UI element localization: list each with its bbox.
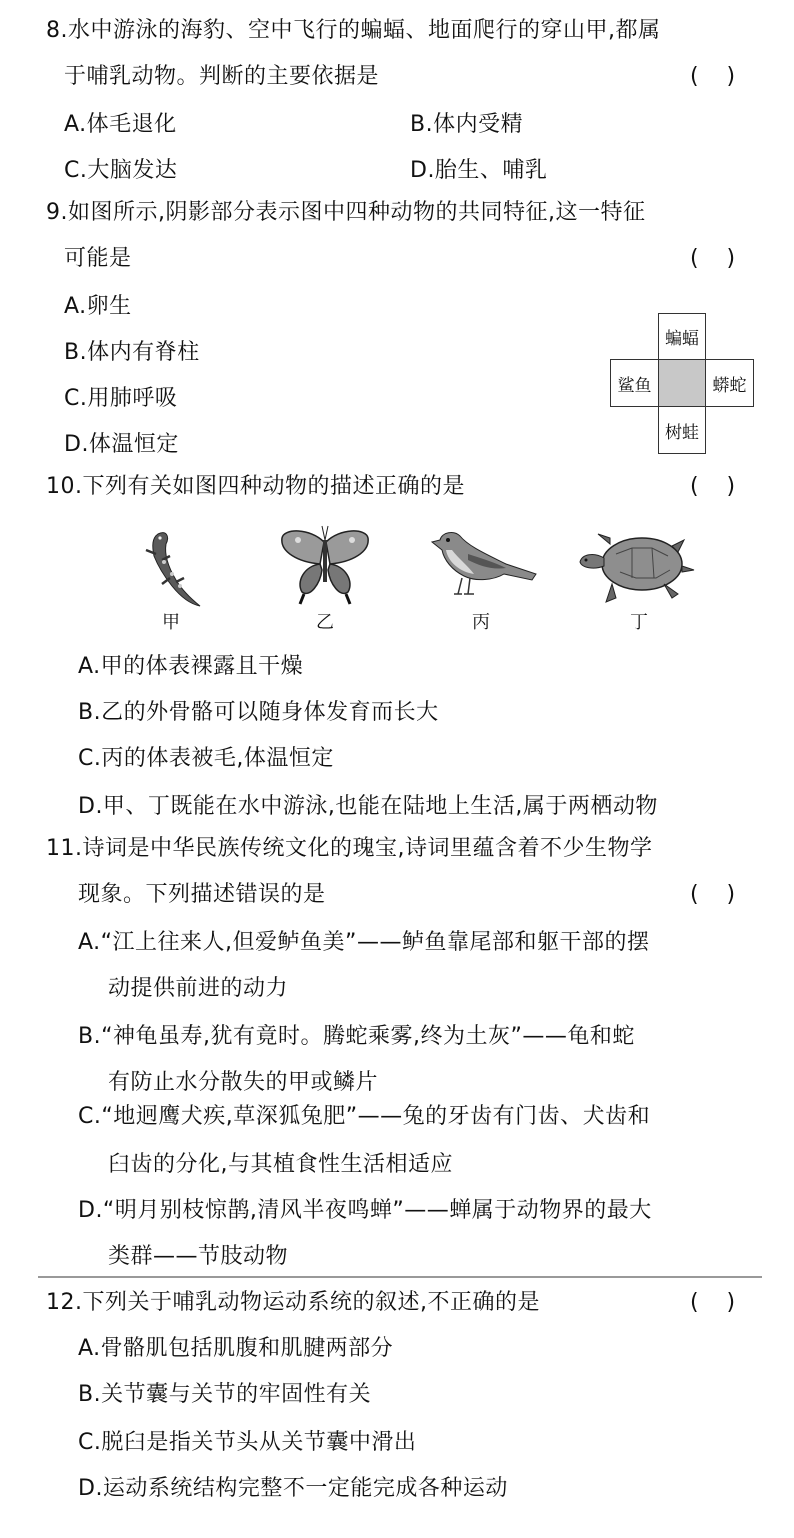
q11-stem-line2: 现象。下列描述错误的是 [78, 882, 326, 907]
q10-option-c: C.丙的体表被毛,体温恒定 [78, 746, 334, 771]
q11-option-a-line1: A.“江上往来人,但爱鲈鱼美”——鲈鱼靠尾部和躯干部的摆 [78, 930, 650, 955]
q12-option-b: B.关节囊与关节的牢固性有关 [78, 1382, 372, 1407]
q11-answer-paren[interactable]: ( ) [690, 882, 736, 907]
diagram-cell-bottom: 树蛙 [658, 406, 706, 454]
q9-option-d: D.体温恒定 [64, 432, 179, 457]
q11-option-a-line2: 动提供前进的动力 [108, 976, 289, 1001]
q10-answer-paren[interactable]: ( ) [690, 474, 736, 499]
q9-stem-line1: 9.如图所示,阴影部分表示图中四种动物的共同特征,这一特征 [46, 200, 646, 225]
diagram-cell-top: 蝙蝠 [658, 313, 706, 360]
q12-answer-paren[interactable]: ( ) [690, 1290, 736, 1315]
butterfly-image [280, 522, 370, 606]
q9-stem-line2: 可能是 [64, 246, 132, 271]
q10-stem: 10.下列有关如图四种动物的描述正确的是 [46, 474, 465, 499]
q11-option-b-line2: 有防止水分散失的甲或鳞片 [108, 1070, 379, 1095]
diagram-cell-right: 蟒蛇 [705, 359, 754, 407]
q9-answer-paren[interactable]: ( ) [690, 246, 736, 271]
q12-stem: 12.下列关于哺乳动物运动系统的叙述,不正确的是 [46, 1290, 540, 1315]
q8-stem-line2: 于哺乳动物。判断的主要依据是 [64, 64, 380, 89]
q11-option-c-line2: 臼齿的分化,与其植食性生活相适应 [108, 1152, 453, 1177]
q9-option-c: C.用肺呼吸 [64, 386, 178, 411]
q8-answer-paren[interactable]: ( ) [690, 64, 736, 89]
diagram-shaded-center [658, 359, 706, 407]
q8-option-b: B.体内受精 [410, 112, 524, 137]
q10-option-d: D.甲、丁既能在水中游泳,也能在陆地上生活,属于两栖动物 [78, 794, 658, 819]
q11-option-b-line1: B.“神龟虽寿,犹有竟时。腾蛇乘雾,终为土灰”——龟和蛇 [78, 1024, 635, 1049]
q10-option-a: A.甲的体表裸露且干燥 [78, 654, 304, 679]
animal-label-jia: 甲 [162, 612, 180, 633]
q11-option-c-line1: C.“地迥鹰犬疾,草深狐兔肥”——兔的牙齿有门齿、犬齿和 [78, 1104, 651, 1129]
q8-option-a: A.体毛退化 [64, 112, 177, 137]
q8-option-c: C.大脑发达 [64, 158, 178, 183]
sparrow-image [428, 528, 540, 602]
q11-option-d-line1: D.“明月别枝惊鹊,清风半夜鸣蝉”——蝉属于动物界的最大 [78, 1198, 652, 1223]
animal-label-ding: 丁 [630, 612, 648, 633]
q9-option-b: B.体内有脊柱 [64, 340, 200, 365]
q10-option-b: B.乙的外骨骼可以随身体发育而长大 [78, 700, 439, 725]
q11-option-d-line2: 类群——节肢动物 [108, 1244, 289, 1269]
turtle-image [576, 524, 696, 608]
q8-option-d: D.胎生、哺乳 [410, 158, 548, 183]
animal-label-yi: 乙 [316, 612, 334, 633]
q12-option-a: A.骨骼肌包括肌腹和肌腱两部分 [78, 1336, 394, 1361]
animal-label-bing: 丙 [472, 612, 490, 633]
salamander-image [136, 526, 206, 610]
q9-option-a: A.卵生 [64, 294, 132, 319]
diagram-cell-left: 鲨鱼 [610, 359, 659, 407]
q8-stem-line1: 8.水中游泳的海豹、空中飞行的蝙蝠、地面爬行的穿山甲,都属 [46, 18, 661, 43]
q11-stem-line1: 11.诗词是中华民族传统文化的瑰宝,诗词里蕴含着不少生物学 [46, 836, 653, 861]
q12-option-d: D.运动系统结构完整不一定能完成各种运动 [78, 1476, 508, 1501]
section-divider [38, 1276, 762, 1278]
q12-option-c: C.脱臼是指关节头从关节囊中滑出 [78, 1430, 417, 1455]
